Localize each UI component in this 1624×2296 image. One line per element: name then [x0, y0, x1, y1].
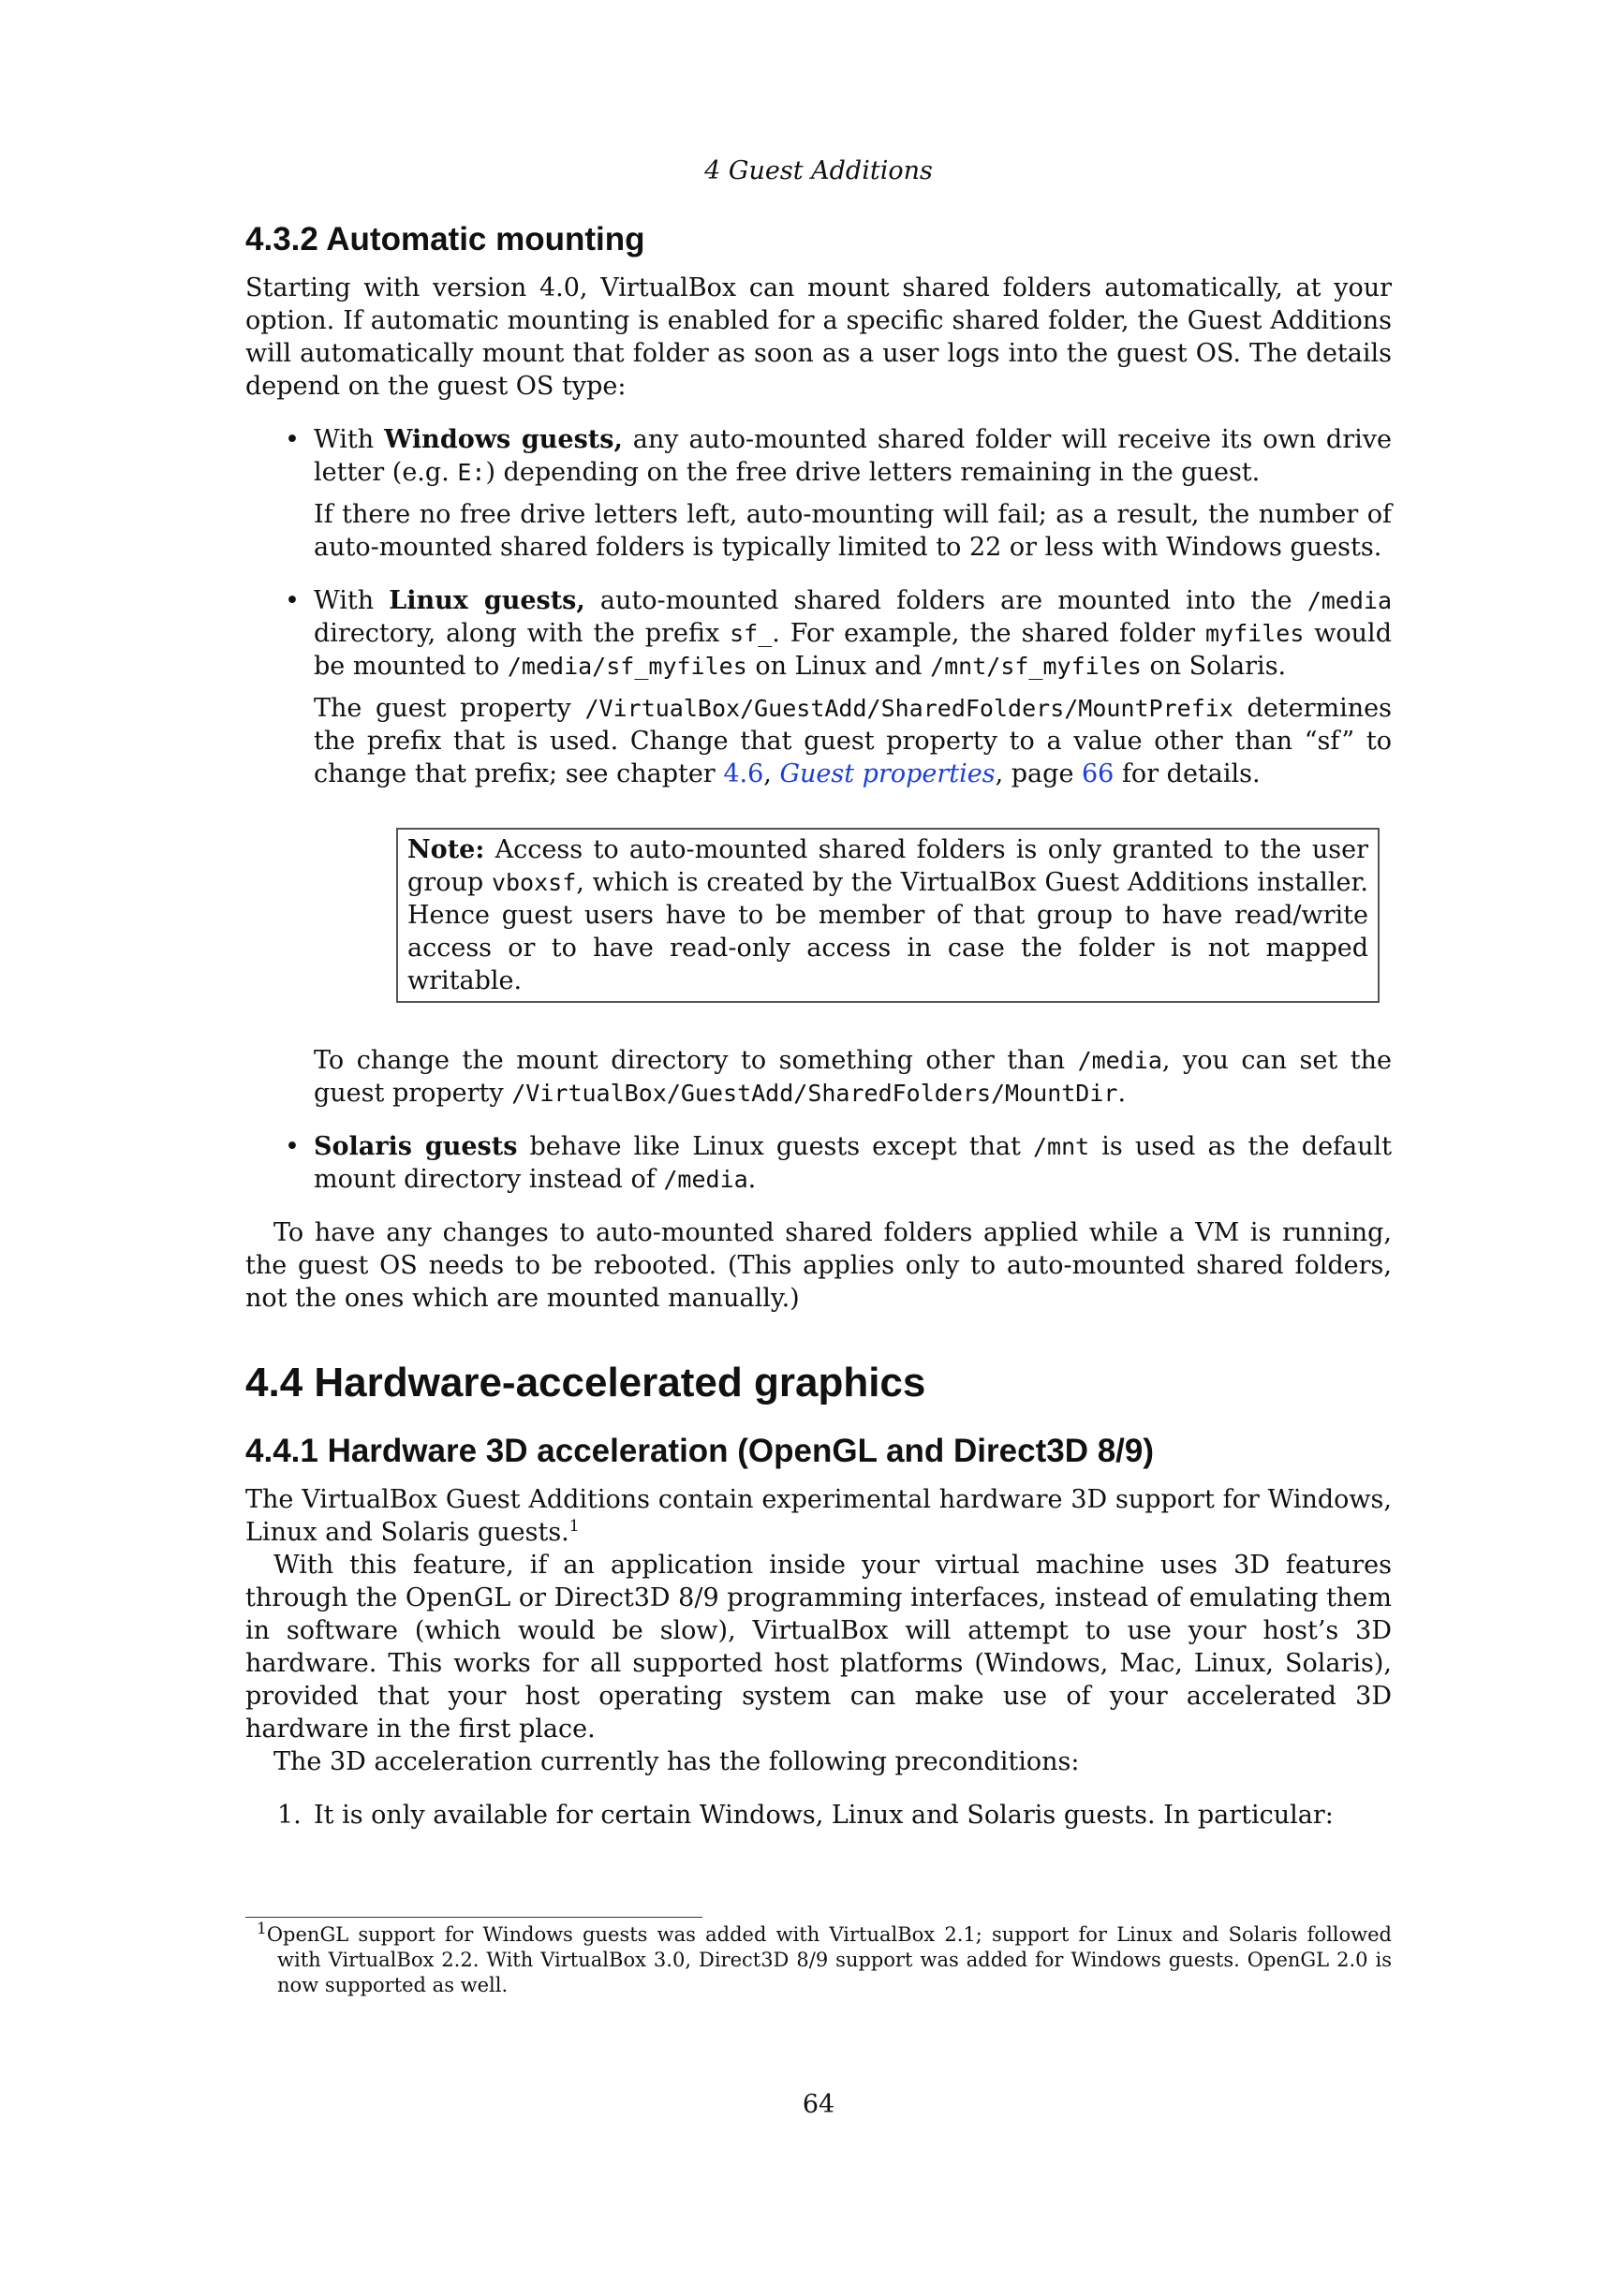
- solaris-guests-term: Solaris guests: [314, 1132, 518, 1161]
- code-drive-letter: E:: [457, 459, 486, 486]
- list-item-windows: [245, 423, 1392, 564]
- windows-guests-term: Windows guests,: [384, 425, 623, 454]
- page-number: 64: [802, 2090, 835, 2119]
- linux-paragraph: With Linux guests, auto-mounted shared folders are mounted into the /media directory, along with the prefix sf_. For example, the shared folder myfiles would be mounted to /media/sf_myfiles on Linux and /mnt/sf_myfiles on Solaris.: [314, 586, 1393, 681]
- code-vboxsf: vboxsf: [491, 869, 577, 896]
- page-ref-link[interactable]: 66: [1082, 759, 1115, 788]
- section-heading-4-3-2: 4.3.2 Automatic mounting: [245, 221, 645, 258]
- linux-guests-term: Linux guests,: [389, 586, 585, 615]
- list-number: 1.: [277, 1801, 302, 1830]
- section-heading-4-4: 4.4 Hardware-accelerated graphics: [245, 1360, 926, 1406]
- note-box: Note: Access to auto-mounted shared folders is only granted to the user group vboxsf, which is created by the VirtualBox Guest Additions installer. Hence guest users have to be member of that group to have read/write access or to have read-only access in case the folder is not mapped writable.: [396, 828, 1380, 1003]
- bullet-icon: •: [285, 1132, 300, 1161]
- guest-properties-link[interactable]: Guest properties: [779, 759, 996, 788]
- code-mount-prefix: /VirtualBox/GuestAdd/SharedFolders/MountPrefix: [584, 695, 1233, 722]
- section-heading-4-4-1: 4.4.1 Hardware 3D acceleration (OpenGL and Direct3D 8/9): [245, 1433, 1155, 1469]
- guest-os-list: [245, 423, 1392, 1196]
- footnote: [245, 1922, 1392, 1998]
- page-content: [245, 221, 1392, 1832]
- manual-page: [245, 0, 1392, 2296]
- note-label: Note:: [407, 835, 485, 864]
- mount-prefix-paragraph: The guest property /VirtualBox/GuestAdd/SharedFolders/MountPrefix determines the prefix that is used. Change that guest property to a value other than “sf” to change that prefix; see chapter 4.6, Guest properties, page 66 for details.: [314, 694, 1392, 788]
- windows-paragraph: With Windows guests, any auto-mounted shared folder will receive its own drive letter (e.g. E:) depending on the free drive letters remaining in the guest.: [314, 425, 1392, 487]
- running-header: 4 Guest Additions: [704, 156, 933, 185]
- 3d-support-paragraph: The VirtualBox Guest Additions contain experimental hardware 3D support for Windows, Linux and Solaris guests.$^1$: [245, 1485, 1392, 1547]
- list-item-linux: [245, 584, 1392, 1110]
- footnote-text: OpenGL support for Windows guests was added with VirtualBox 2.1; support for Linux and Solaris followed with VirtualBox 2.2. With VirtualBox 3.0, Direct3D 8/9 support was added for Windows guests. OpenGL 2.0 is now supported as well.: [266, 1923, 1392, 1996]
- preconditions-paragraph: The 3D acceleration currently has the following preconditions:: [273, 1747, 1080, 1776]
- preconditions-list: [245, 1799, 1392, 1832]
- footnote-ref: 1: [568, 1517, 580, 1536]
- intro-paragraph: Starting with version 4.0, VirtualBox can mount shared folders automatically, at your option. If automatic mounting is enabled for a specific shared folder, the Guest Additions will automatically mount that folder as soon as a user logs into the guest OS. The details depend on the guest OS type:: [245, 273, 1392, 401]
- bullet-icon: •: [285, 425, 300, 454]
- 3d-feature-paragraph: With this feature, if an application inside your virtual machine uses 3D features through the OpenGL or Direct3D 8/9 programming interfaces, instead of emulating them in software (which would be slow), VirtualBox will attempt to use your host’s 3D hardware. This works for all supported host platforms (Windows, Mac, Linux, Solaris), provided that your host operating system can make use of your accelerated 3D hardware in the first place.: [245, 1551, 1392, 1744]
- footnote-divider: [245, 1917, 702, 1918]
- windows-limit-paragraph: If there no free drive letters left, auto-mounting will fail; as a result, the number of auto-mounted shared folders is typically limited to 22 or less with Windows guests.: [314, 500, 1392, 562]
- solaris-paragraph: Solaris guests behave like Linux guests except that /mnt is used as the default mount directory instead of /media.: [314, 1132, 1393, 1194]
- chapter-ref-link[interactable]: 4.6: [723, 759, 764, 788]
- footnote-mark: 1: [257, 1920, 267, 1938]
- reboot-paragraph: To have any changes to auto-mounted shared folders applied while a VM is running, the guest OS needs to be rebooted. (This applies only to auto-mounted shared folders, not the ones which are mounted manually.): [245, 1218, 1392, 1313]
- list-item-solaris: [245, 1130, 1392, 1196]
- code-mount-dir: /VirtualBox/GuestAdd/SharedFolders/MountDir: [511, 1080, 1118, 1107]
- mount-dir-paragraph: To change the mount directory to something other than /media, you can set the guest property /VirtualBox/GuestAdd/SharedFolders/MountDir.: [314, 1046, 1392, 1108]
- bullet-icon: •: [285, 586, 300, 615]
- precondition-item-1: 1. It is only available for certain Windows, Linux and Solaris guests. In particular:: [277, 1801, 1334, 1830]
